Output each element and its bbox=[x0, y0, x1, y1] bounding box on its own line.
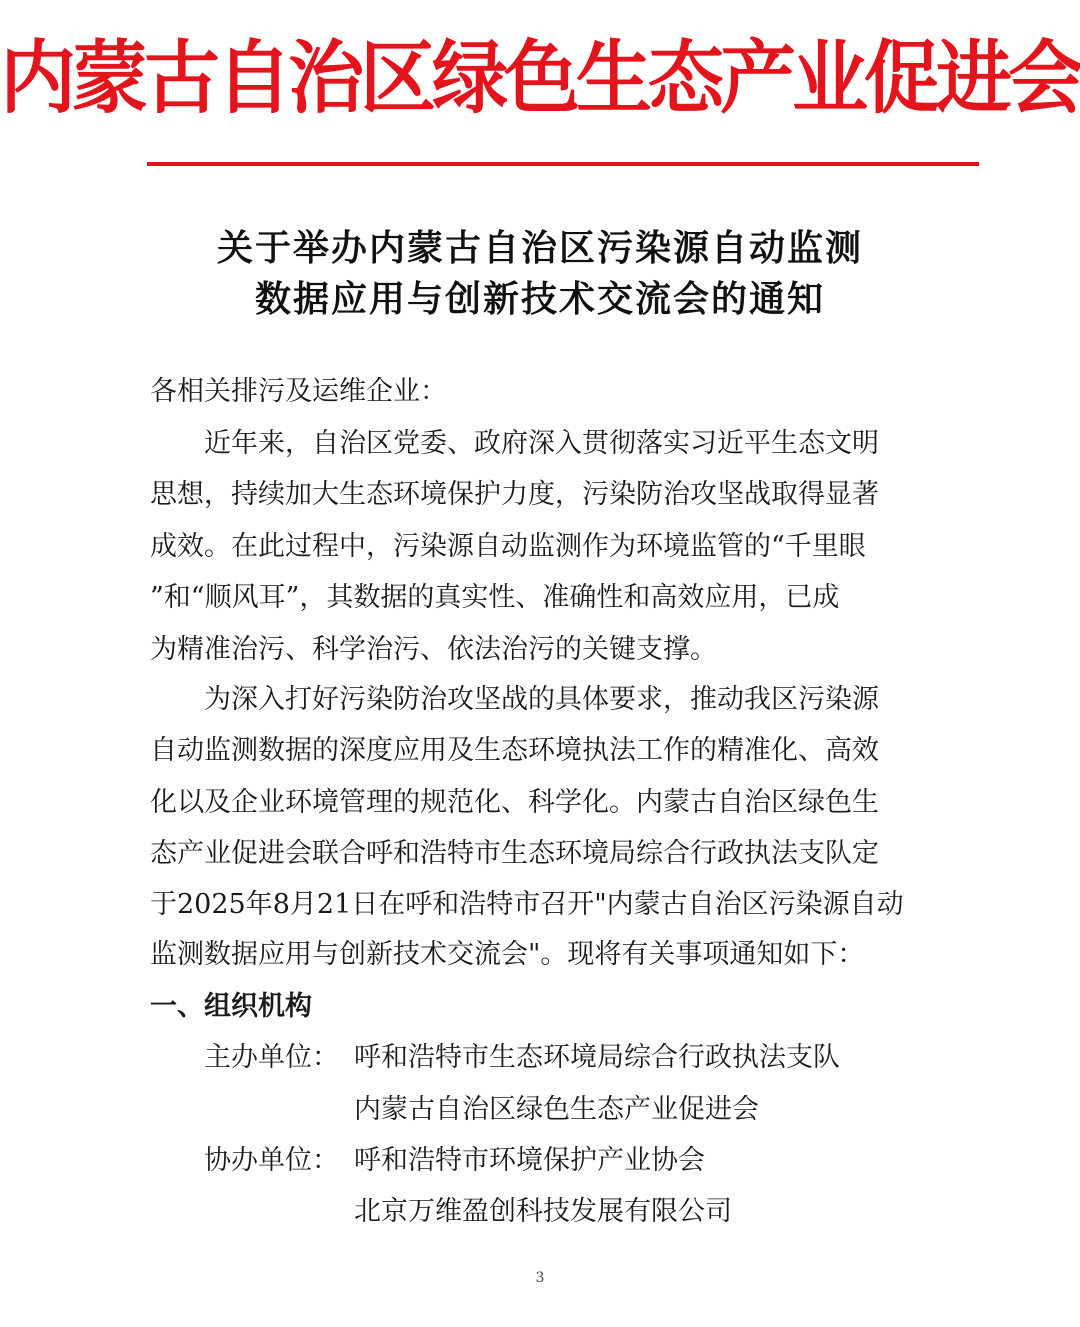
coorganizer-2: 北京万维盈创科技发展有限公司 bbox=[354, 1196, 732, 1227]
paragraph-1-line: 思想，持续加大生态环境保护力度，污染防治攻坚战取得显著 bbox=[150, 479, 879, 510]
paragraph-1-line: 近年来，自治区党委、政府深入贯彻落实习近平生态文明 bbox=[150, 428, 879, 459]
paragraph-2-line: 监测数据应用与创新技术交流会"。现将有关事项通知如下： bbox=[150, 939, 865, 970]
paragraph-2-line: 态产业促进会联合呼和浩特市生态环境局综合行政执法支队定 bbox=[150, 838, 879, 869]
organizer-2: 内蒙古自治区绿色生态产业促进会 bbox=[354, 1094, 759, 1125]
masthead-title: 内蒙古自治区绿色生态产业促进会 bbox=[0, 30, 1080, 125]
coorganizer-label: 协办单位： bbox=[150, 1145, 339, 1176]
organizer-label: 主办单位： bbox=[150, 1042, 339, 1073]
page-number: 3 bbox=[535, 1270, 545, 1286]
paragraph-2-line: 自动监测数据的深度应用及生态环境执法工作的精准化、高效 bbox=[150, 735, 879, 766]
masthead-red-rule bbox=[147, 162, 979, 166]
notice-title-line-1: 关于举办内蒙古自治区污染源自动监测 bbox=[216, 227, 863, 269]
notice-title-line-2: 数据应用与创新技术交流会的通知 bbox=[254, 278, 825, 320]
salutation: 各相关排污及运维企业： bbox=[150, 376, 447, 407]
paragraph-2-line: 化以及企业环境管理的规范化、科学化。内蒙古自治区绿色生 bbox=[150, 787, 879, 818]
coorganizer-1: 呼和浩特市环境保护产业协会 bbox=[354, 1145, 705, 1176]
organizer-1: 呼和浩特市生态环境局综合行政执法支队 bbox=[354, 1042, 840, 1073]
section-1-heading: 一、组织机构 bbox=[150, 991, 312, 1022]
paragraph-1-line: 成效。在此过程中，污染源自动监测作为环境监管的“千里眼 bbox=[150, 531, 866, 562]
paragraph-2-line: 为深入打好污染防治攻坚战的具体要求，推动我区污染源 bbox=[150, 684, 879, 715]
paragraph-1-line: ”和“顺风耳”，其数据的真实性、准确性和高效应用，已成 bbox=[150, 582, 840, 613]
paragraph-1-line: 为精准治污、科学治污、依法治污的关键支撑。 bbox=[150, 634, 717, 665]
paragraph-2-line: 于2025年8月21日在呼和浩特市召开"内蒙古自治区污染源自动 bbox=[150, 889, 904, 920]
